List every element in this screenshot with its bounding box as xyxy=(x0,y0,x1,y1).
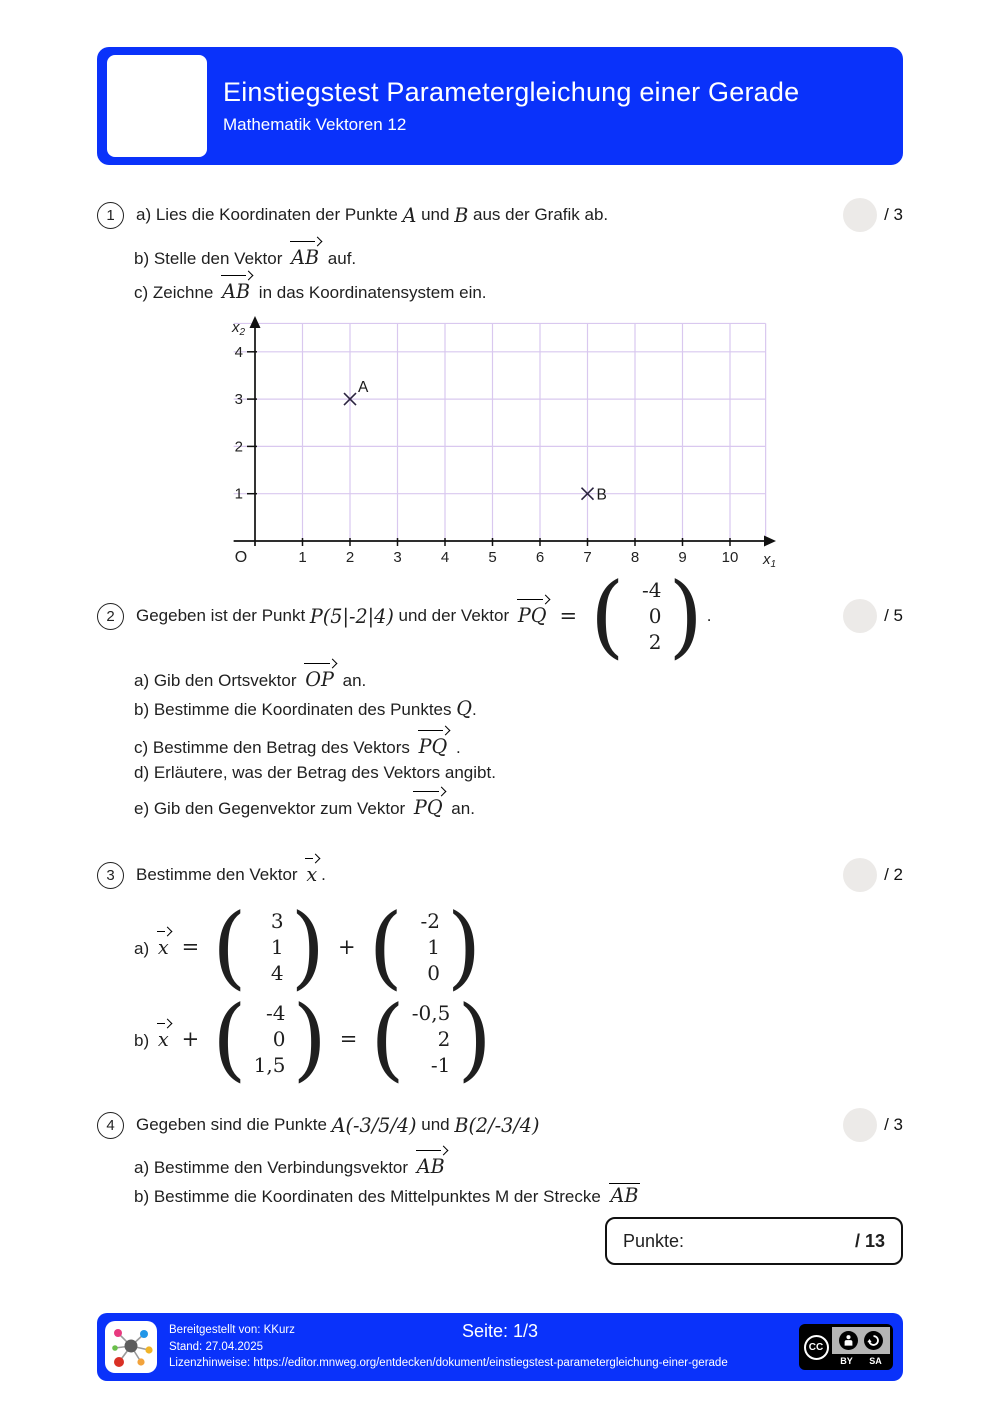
task2-a-text: a) Gib den Ortsvektor xyxy=(134,671,302,690)
task1-c-text: c) Zeichne xyxy=(134,283,219,302)
task2-e-text2: an. xyxy=(446,799,475,818)
task2-intro xyxy=(136,562,843,669)
task2-d-text: d) Erläutere, was der Betrag des Vektors angibt. xyxy=(134,763,496,782)
vector-OP: OP xyxy=(305,668,334,691)
cc-icons xyxy=(832,1327,890,1354)
point-B: B(2/-3/4) xyxy=(454,1113,540,1137)
svg-text:1: 1 xyxy=(298,549,307,566)
vector-x: x xyxy=(157,936,169,959)
cc-by-sa-badge xyxy=(799,1324,893,1370)
vector-x: x xyxy=(306,863,318,887)
vector-x: x xyxy=(157,1028,169,1051)
svg-text:5: 5 xyxy=(488,549,497,566)
task1-line-c xyxy=(134,273,903,303)
points-label: Punkte: xyxy=(623,1230,685,1251)
task4-line-b xyxy=(134,1183,903,1207)
footer-banner xyxy=(97,1313,903,1381)
task1-score-circle xyxy=(843,198,877,232)
component: -2 xyxy=(420,909,440,933)
point-Q-var: Q xyxy=(456,697,472,720)
vector-components xyxy=(624,577,668,655)
task3-a-lhs xyxy=(134,935,208,959)
task4-header xyxy=(97,1108,903,1142)
component: -4 xyxy=(265,1001,286,1025)
task3-equation-b xyxy=(134,985,903,1092)
svg-text:6: 6 xyxy=(535,549,545,566)
task3-intro-text2: . xyxy=(321,865,326,884)
task2-intro-text2: und der Vektor xyxy=(393,606,514,625)
svg-text:2: 2 xyxy=(234,438,243,456)
task4-score xyxy=(843,1108,903,1142)
task4-number-badge: 4 xyxy=(97,1112,124,1139)
mnweg-logo xyxy=(105,1321,157,1373)
task2-line-e xyxy=(134,789,903,819)
svg-text:3: 3 xyxy=(234,391,243,409)
task4-intro-text: Gegeben sind die Punkte xyxy=(136,1115,332,1134)
component: 3 xyxy=(270,909,284,933)
task1-number-badge: 1 xyxy=(97,202,124,229)
svg-text:x2: $x_2$ xyxy=(231,319,245,338)
task2-intro-text: Gegeben ist der Punkt xyxy=(136,606,310,625)
svg-text:2: 2 xyxy=(345,549,355,566)
task1-a-text: a) Lies die Koordinaten der Punkte xyxy=(136,205,403,224)
task2-a-text2: an. xyxy=(337,671,367,690)
task2-score xyxy=(843,599,903,633)
component: -4 xyxy=(641,578,662,602)
component: 1 xyxy=(427,935,440,959)
task2-c-text: c) Bestimme den Betrag des Vektors xyxy=(134,738,415,757)
vector-PQ: PQ xyxy=(413,796,443,819)
plus-sign: + xyxy=(181,1027,200,1051)
column-vector: ( -0,5 2 -1 ) xyxy=(370,985,492,1092)
task1-a-text3: aus der Grafik ab. xyxy=(468,205,609,224)
page-subtitle: Mathematik Vektoren 12 xyxy=(223,115,407,134)
svg-text:4: 4 xyxy=(234,343,243,361)
header-banner xyxy=(97,47,903,165)
task2-line-b xyxy=(134,697,903,720)
svg-text:7: 7 xyxy=(583,549,592,566)
task2-score-circle xyxy=(843,599,877,633)
points-max-value: / 13 xyxy=(854,1230,885,1251)
task3-a-label: a) xyxy=(134,939,154,958)
equals-sign: = xyxy=(181,935,200,959)
svg-text:x1: $x_1$ xyxy=(762,551,776,568)
column-vector: ( 3 1 4 ) xyxy=(212,893,325,1000)
svg-text:1: 1 xyxy=(234,485,243,503)
equals-sign: = xyxy=(339,1027,358,1051)
page-title: Einstiegstest Parametergleichung einer Gerade xyxy=(223,77,800,107)
task2-b-text: b) Bestimme die Koordinaten des Punktes xyxy=(134,700,457,719)
component: 4 xyxy=(270,961,284,985)
column-vector-PQ: ( -4 0 2 ) xyxy=(590,562,703,669)
header-text xyxy=(223,77,799,135)
task4-intro xyxy=(136,1114,843,1137)
license-url: Lizenzhinweise: https://editor.mnweg.org/entdecken/dokument/einstiegstest-parametergleichung-einer-gerade xyxy=(169,1357,728,1370)
task1-b-text2: auf. xyxy=(323,249,357,268)
task3-number-badge: 3 xyxy=(97,862,124,889)
task1-score xyxy=(843,198,903,232)
plus-sign: + xyxy=(337,935,356,959)
point-P: P(5|-2|4) xyxy=(309,604,394,628)
cc-logo xyxy=(802,1327,830,1367)
svg-text:9: 9 xyxy=(678,549,687,566)
cc-circle-icon: CC xyxy=(804,1335,829,1360)
task4-b-text: b) Bestimme die Koordinaten des Mittelpunktes M der Strecke xyxy=(134,1187,606,1206)
vector-AB: AB xyxy=(291,246,320,269)
svg-text:8: 8 xyxy=(630,549,640,566)
sa-label: SA xyxy=(869,1355,882,1366)
svg-text:O: O xyxy=(234,549,248,566)
component: -0,5 xyxy=(411,1001,451,1025)
svg-text:4: 4 xyxy=(440,549,450,566)
task1-b-text: b) Stelle den Vektor xyxy=(134,249,288,268)
worksheet-page xyxy=(97,47,903,1265)
task1-a-text2: und xyxy=(416,205,455,224)
task1-header xyxy=(97,198,903,232)
point-B-var: B xyxy=(454,203,469,227)
header-logo-placeholder xyxy=(107,55,207,157)
component: 0 xyxy=(272,1027,286,1051)
component: 0 xyxy=(648,604,662,628)
svg-text:3: 3 xyxy=(393,549,402,566)
point-A: A(-3/5/4) xyxy=(331,1113,417,1137)
task2-line-d xyxy=(134,763,903,783)
vector-PQ: PQ xyxy=(418,735,448,758)
page-indicator: Seite: 1/3 xyxy=(461,1321,539,1341)
component: -1 xyxy=(430,1053,451,1077)
task4-score-circle xyxy=(843,1108,877,1142)
column-vector: ( -2 1 0 ) xyxy=(368,893,482,1000)
task3-score-max: / 2 xyxy=(884,865,903,884)
network-icon xyxy=(105,1321,157,1373)
task2-number-badge: 2 xyxy=(97,603,124,630)
vector-components xyxy=(247,1000,293,1078)
task3-intro-text: Bestimme den Vektor xyxy=(136,865,303,884)
task3-b-label: b) xyxy=(134,1031,154,1050)
task2-score-max: / 5 xyxy=(884,606,903,625)
task1-line-a xyxy=(136,204,843,227)
component: 2 xyxy=(648,630,662,654)
task2-e-text: e) Gib den Gegenvektor zum Vektor xyxy=(134,799,410,818)
vector-AB: AB xyxy=(416,1155,445,1178)
task1-line-b xyxy=(134,239,903,269)
cc-right-panel xyxy=(832,1327,890,1367)
vector-components xyxy=(247,908,291,986)
graph-container xyxy=(228,316,903,573)
task4-a-text: a) Bestimme den Verbindungsvektor xyxy=(134,1158,413,1177)
task3-score xyxy=(843,858,903,892)
points-total-box xyxy=(605,1217,903,1265)
sentence-period: . xyxy=(706,606,712,625)
component: 1 xyxy=(270,935,284,959)
task4-intro-text2: und xyxy=(416,1115,455,1134)
equals-sign: = xyxy=(559,604,578,628)
component: 2 xyxy=(437,1027,451,1051)
svg-text:B: B xyxy=(596,486,607,504)
cc-labels xyxy=(832,1354,890,1367)
vector-components xyxy=(405,1000,458,1078)
task4-line-a xyxy=(134,1148,903,1178)
component: 1,5 xyxy=(253,1053,286,1077)
task2-c-text2: . xyxy=(451,738,461,757)
task3-b-lhs xyxy=(134,1027,208,1051)
point-A-var: A xyxy=(402,203,417,227)
provided-by: Bereitgestellt von: KKurz xyxy=(169,1323,295,1336)
vector-AB: AB xyxy=(222,280,251,303)
by-label: BY xyxy=(840,1355,853,1366)
task2-line-c xyxy=(134,728,903,758)
task3-header xyxy=(97,849,903,892)
task1-c-text2: in das Koordinatensystem ein. xyxy=(254,283,487,302)
task4-score-max: / 3 xyxy=(884,1115,903,1134)
task2-b-text2: . xyxy=(471,700,477,719)
cc-sa-arrow-icon xyxy=(864,1331,883,1350)
vector-PQ: PQ xyxy=(517,604,547,628)
task1-score-max: / 3 xyxy=(884,205,903,224)
task2-header xyxy=(97,562,903,669)
svg-text:10: 10 xyxy=(721,549,739,566)
cc-by-person-icon xyxy=(839,1331,858,1350)
task3-intro xyxy=(136,865,843,885)
component: 0 xyxy=(427,961,440,985)
coordinate-system xyxy=(228,316,776,568)
segment-AB-overline: AB xyxy=(610,1184,639,1207)
task3-score-circle xyxy=(843,858,877,892)
column-vector: ( -4 0 1,5 ) xyxy=(212,985,327,1092)
footer-meta xyxy=(169,1322,728,1372)
task3-equation-a xyxy=(134,893,903,1000)
vector-components xyxy=(403,908,447,986)
task2-line-a xyxy=(134,661,903,691)
footer-date: Stand: 27.04.2025 xyxy=(169,1340,263,1353)
svg-text:A: A xyxy=(358,379,369,397)
